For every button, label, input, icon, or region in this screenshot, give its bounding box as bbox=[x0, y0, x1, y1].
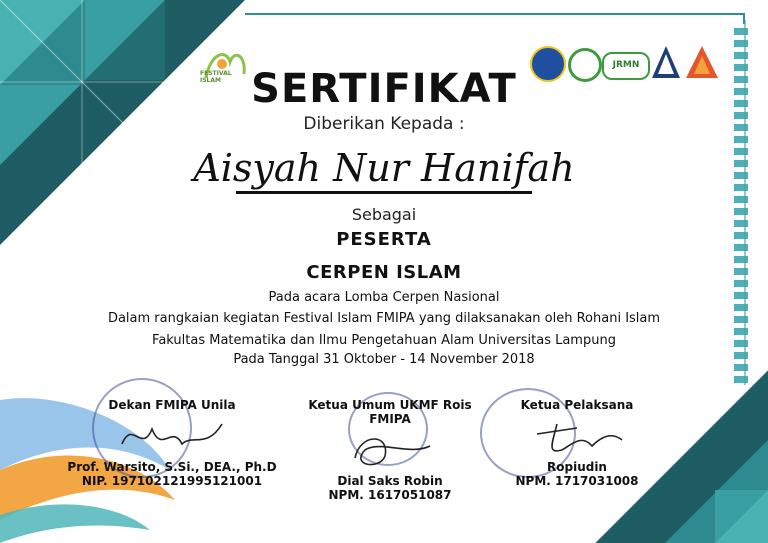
signature-id: NPM. 1617051087 bbox=[328, 488, 452, 502]
signature-name: Prof. Warsito, S.Si., DEA., Ph.D bbox=[67, 460, 277, 474]
faculty-line: Fakultas Matematika dan Ilmu Pengetahuan Alam Universitas Lampung bbox=[152, 333, 616, 348]
signature-scribble bbox=[517, 414, 637, 458]
signature-scribble bbox=[330, 428, 450, 472]
signature-name: Dial Saks Robin bbox=[337, 474, 443, 488]
signature-id: NIP. 197102121995121001 bbox=[81, 474, 263, 488]
event-line: Pada acara Lomba Cerpen Nasional bbox=[268, 290, 500, 305]
signature-role: Ketua Pelaksana bbox=[520, 398, 634, 412]
signature-id: NPM. 1717031008 bbox=[515, 474, 639, 488]
signature-name: Ropiudin bbox=[547, 460, 607, 474]
date-line: Pada Tanggal 31 Oktober - 14 November 2018 bbox=[233, 352, 535, 367]
role-label: PESERTA bbox=[336, 229, 432, 250]
jrmn-logo: JRMN bbox=[602, 52, 650, 80]
signature-scribble bbox=[112, 414, 232, 458]
signature-role: Ketua Umum UKMF Rois FMIPA bbox=[308, 398, 472, 426]
category-label: CERPEN ISLAM bbox=[306, 262, 462, 283]
recipient-name: Aisyah Nur Hanifah bbox=[193, 146, 575, 190]
signature-role: Dekan FMIPA Unila bbox=[108, 398, 236, 412]
as-label: Sebagai bbox=[351, 205, 417, 224]
given-to-label: Diberikan Kepada : bbox=[303, 114, 465, 134]
certificate-title: SERTIFIKAT bbox=[251, 66, 517, 112]
festival-logo-text: FESTIVAL ISLAM bbox=[200, 70, 232, 84]
signature-chair bbox=[290, 398, 490, 502]
signature-dean bbox=[62, 398, 282, 488]
name-underline bbox=[236, 191, 532, 194]
organizer-line: Dalam rangkaian kegiatan Festival Islam FMIPA yang dilaksanakan oleh Rohani Islam bbox=[107, 311, 661, 326]
signature-committee bbox=[492, 398, 662, 488]
